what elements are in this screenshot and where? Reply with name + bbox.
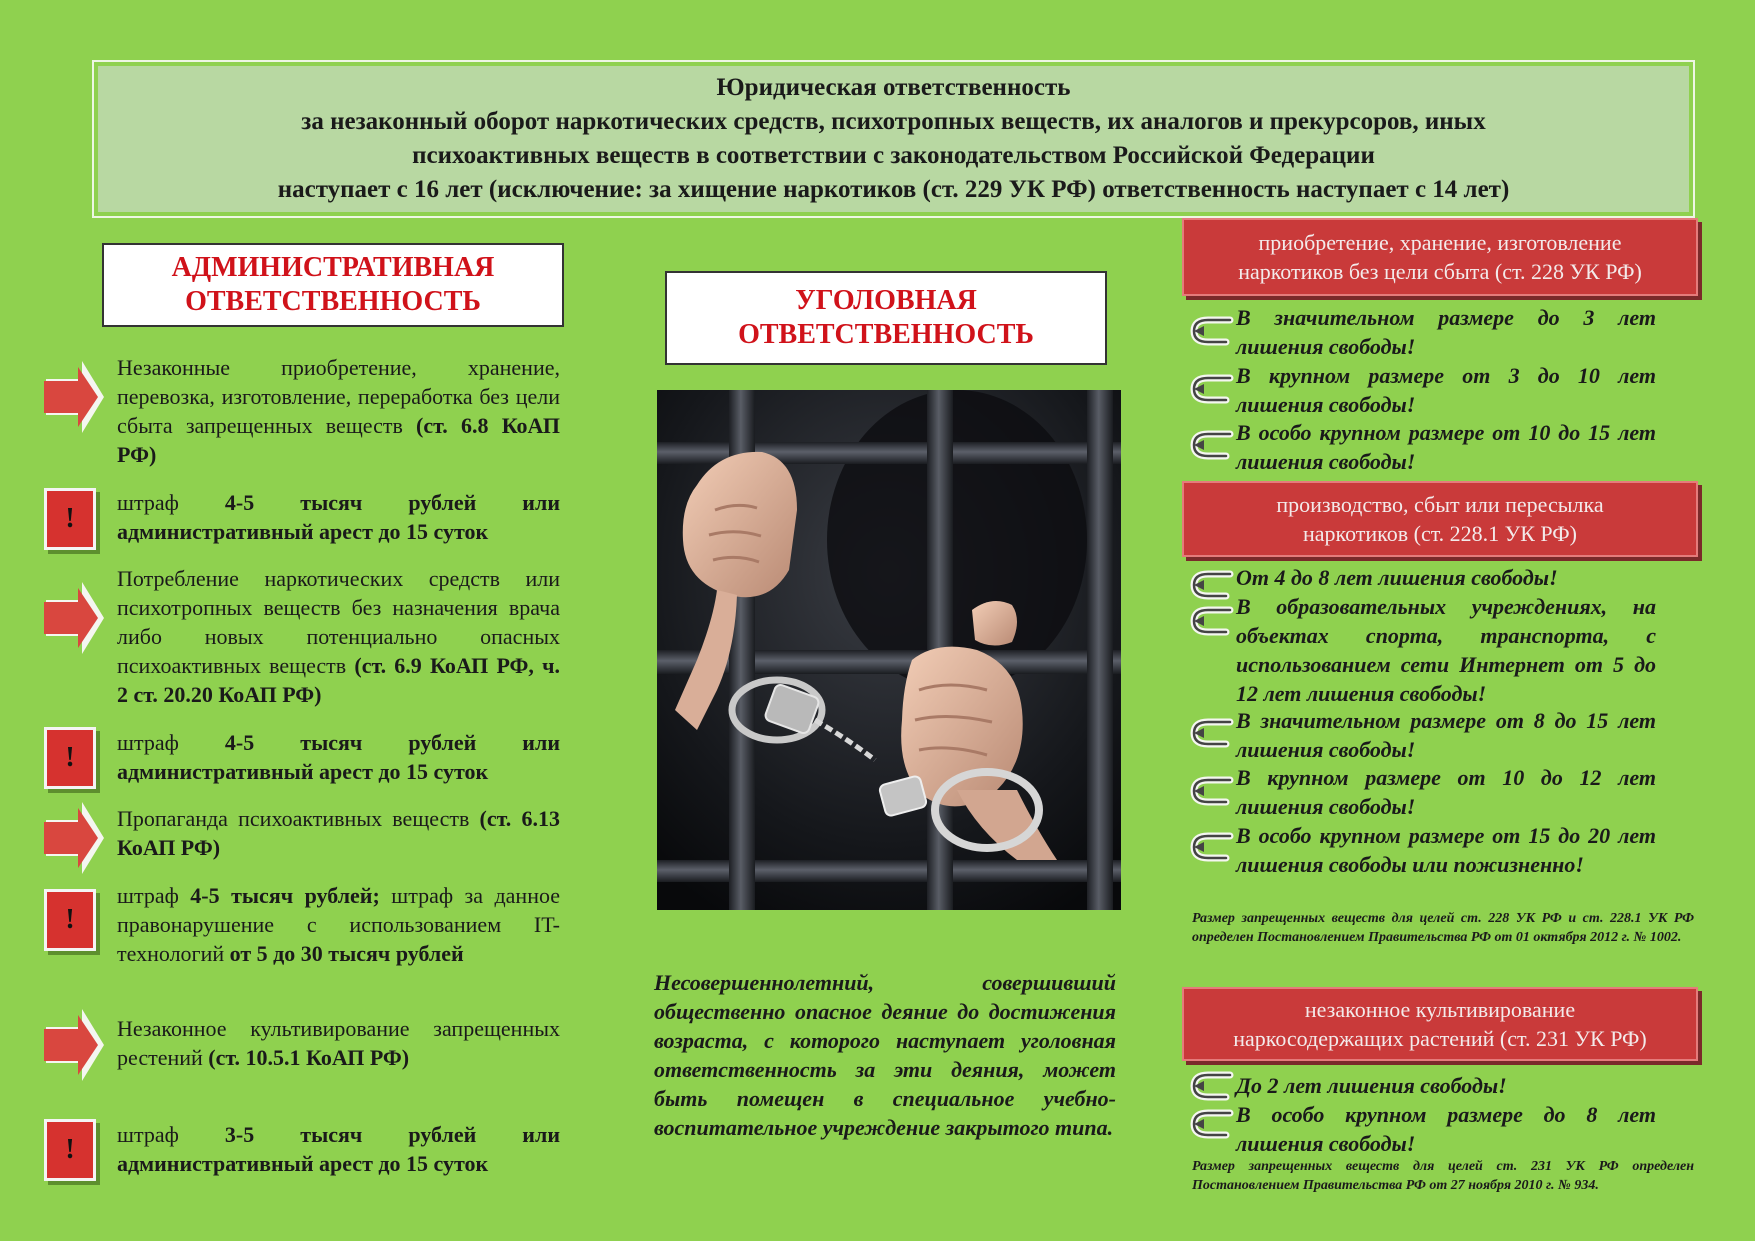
penalty-text: штраф — [117, 1122, 225, 1147]
penalty-item: В значительном размере от 8 до 15 лет лишения свободы! — [1236, 708, 1656, 762]
offense-ref: (ст. 10.5.1 КоАП РФ) — [208, 1045, 410, 1070]
header-line-2: за незаконный оборот наркотических средств, психотропных веществ, их аналогов и прекурсоров, иных — [301, 108, 1486, 135]
penalty-amount: 4-5 тысяч рублей или административный арест до 15 суток — [117, 490, 560, 544]
penalty-text: штраф — [117, 730, 225, 755]
arrow-right-icon — [42, 357, 108, 437]
admin-penalty-3 — [117, 881, 560, 968]
penalty-item: В крупном размере от 10 до 12 лет лишения свободы! — [1236, 765, 1656, 819]
offense-ref: (ст. 6.8 КоАП РФ) — [117, 413, 560, 467]
penalty-amount: 4-5 тысяч рублей или административный арест до 15 суток — [117, 730, 560, 784]
section-header-line-1: приобретение, хранение, изготовление — [1258, 230, 1622, 255]
arrow-right-icon — [42, 798, 108, 878]
penalty-text: штраф — [117, 883, 191, 908]
header-box — [98, 66, 1689, 212]
legal-footnote: Размер запрещенных веществ для целей ст. 228 УК РФ и ст. 228.1 УК РФ определен Постановлением Правительства РФ от 01 октября 2012 г. № 1002. — [1192, 911, 1694, 945]
offense-text: Пропаганда психоактивных веществ — [117, 806, 480, 831]
exclamation-icon: ! — [44, 1119, 96, 1181]
section-header-line-1: производство, сбыт или пересылка — [1276, 492, 1604, 517]
header-line-4: наступает с 16 лет (исключение: за хищение наркотиков (ст. 229 УК РФ) ответственность наступает с 14 лет) — [277, 176, 1510, 203]
hook-arrow-icon — [1190, 604, 1234, 638]
exclamation-icon: ! — [44, 488, 96, 550]
hook-arrow-icon — [1190, 428, 1234, 462]
offense-text: Незаконное культивирование запрещенных рестений — [117, 1016, 560, 1070]
penalty-item: В образовательных учреждениях, на объектах спорта, транспорта, с использованием сети Интернет от 5 до 12 лет лишения свободы! — [1236, 594, 1656, 706]
penalty-item: В особо крупном размере от 10 до 15 лет лишения свободы! — [1236, 420, 1656, 474]
penalty-item: От 4 до 8 лет лишения свободы! — [1236, 565, 1558, 590]
minor-offender-note: Несовершеннолетний, совершивший общественно опасное деяние до достижения возраста, с которого наступает уголовная ответственность за эти деяния, может быть помещен в специальное учебно-воспитательное учреждение закрытого типа. — [654, 970, 1116, 1140]
criminal-title-box — [665, 271, 1107, 365]
admin-title-box — [102, 243, 564, 327]
penalty-item: До 2 лет лишения свободы! — [1236, 1073, 1507, 1098]
admin-offense-1 — [117, 353, 560, 469]
offense-text: Потребление наркотических средств или психотропных веществ без назначения врача либо новых потенциально опасных психоактивных веществ — [117, 566, 560, 678]
section-header-line-2: наркотиков (ст. 228.1 УК РФ) — [1302, 521, 1578, 546]
legal-footnote: Размер запрещенных веществ для целей ст. 231 УК РФ определен Постановлением Правительства РФ от 27 ноября 2010 г. № 934. — [1192, 1159, 1694, 1193]
hook-arrow-icon — [1190, 716, 1234, 750]
exclamation-icon: ! — [44, 889, 96, 951]
penalty-amount-it: от 5 до 30 тысяч рублей — [229, 941, 464, 966]
admin-offense-2 — [117, 564, 560, 709]
admin-offense-4 — [117, 1014, 560, 1072]
penalty-item: В особо крупном размере до 8 лет лишения свободы! — [1236, 1102, 1656, 1156]
hook-arrow-icon — [1190, 372, 1234, 406]
penalty-item: В крупном размере от 3 до 10 лет лишения свободы! — [1236, 363, 1656, 417]
admin-offense-3 — [117, 804, 560, 862]
admin-title-line-2: ОТВЕТСТВЕННОСТЬ — [185, 286, 481, 317]
hook-arrow-icon — [1190, 568, 1234, 602]
section-header-art-231 — [1182, 987, 1698, 1061]
admin-penalty-1 — [117, 488, 560, 546]
hook-arrow-icon — [1190, 774, 1234, 808]
admin-title-line-1: АДМИНИСТРАТИВНАЯ — [171, 252, 495, 283]
section-header-art-228 — [1182, 218, 1698, 296]
section-header-art-228-1 — [1182, 481, 1698, 557]
penalty-text-it: штраф за данное правонарушение с использованием IT-технологий — [117, 883, 561, 966]
hook-arrow-icon — [1190, 830, 1234, 864]
hook-arrow-icon — [1190, 1107, 1234, 1141]
section-header-line-1: незаконное культивирование — [1304, 997, 1576, 1022]
header-title: Юридическая ответственность — [716, 74, 1071, 101]
header-frame — [92, 60, 1695, 218]
offense-text: Незаконные приобретение, хранение, перевозка, изготовление, переработка без цели сбыта запрещенных веществ — [117, 355, 560, 438]
prison-bars-handcuffs-image — [657, 390, 1121, 910]
exclamation-icon: ! — [44, 727, 96, 789]
arrow-right-icon — [42, 1005, 108, 1085]
arrow-right-icon — [42, 578, 108, 658]
offense-ref: (ст. 6.9 КоАП РФ, ч. 2 ст. 20.20 КоАП РФ) — [117, 653, 561, 707]
penalty-item: В значительном размере до 3 лет лишения свободы! — [1236, 305, 1656, 359]
penalty-amount: 4-5 тысяч рублей; — [190, 883, 380, 908]
section-header-line-2: наркотиков без цели сбыта (ст. 228 УК РФ) — [1238, 259, 1642, 284]
criminal-title-line-2: ОТВЕТСТВЕННОСТЬ — [738, 319, 1034, 350]
admin-penalty-2 — [117, 728, 560, 786]
header-line-3: психоактивных веществ в соответствии с законодательством Российской Федерации — [412, 142, 1375, 169]
section-header-line-2: наркосодержащих растений (ст. 231 УК РФ) — [1233, 1026, 1647, 1051]
penalty-amount: 3-5 тысяч рублей или административный арест до 15 суток — [117, 1122, 560, 1176]
offense-ref: (ст. 6.13 КоАП РФ) — [117, 806, 560, 860]
criminal-title-line-1: УГОЛОВНАЯ — [795, 285, 977, 316]
penalty-text: штраф — [117, 490, 225, 515]
hook-arrow-icon — [1190, 314, 1234, 348]
admin-penalty-4 — [117, 1120, 560, 1178]
hook-arrow-icon — [1190, 1069, 1234, 1103]
penalty-item: В особо крупном размере от 15 до 20 лет лишения свободы или пожизненно! — [1236, 823, 1656, 877]
